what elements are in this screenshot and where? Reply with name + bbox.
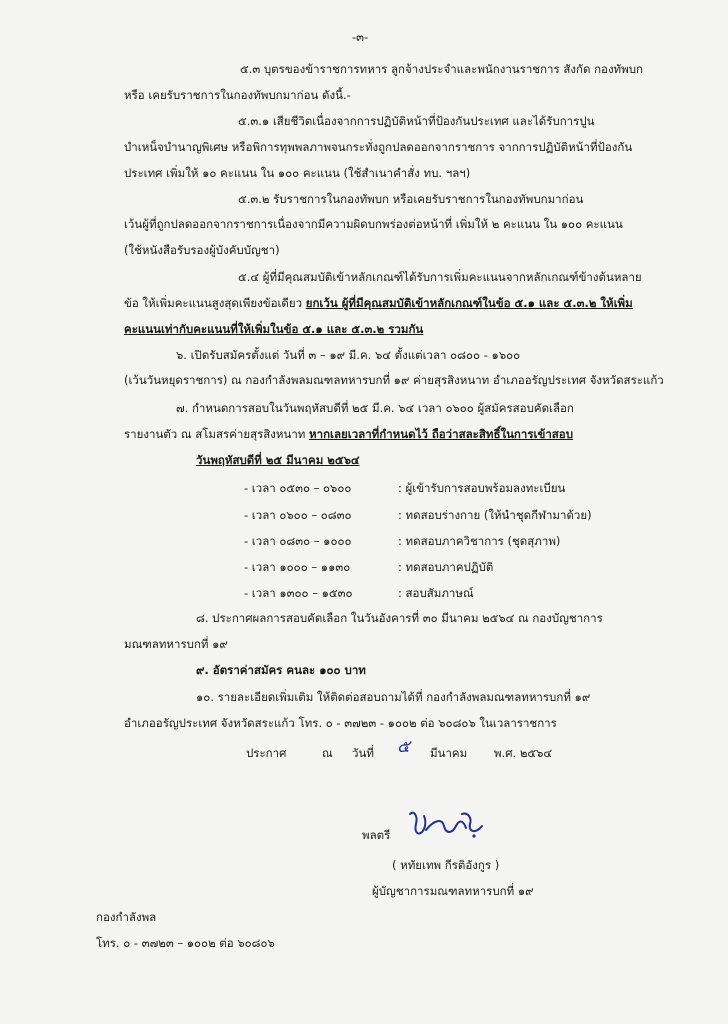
handwritten-signature	[404, 806, 494, 846]
announce-at: ณ	[322, 746, 333, 760]
section-5-3-1-line-3: ประเทศ เพิ่มให้ ๑๐ คะแนน ใน ๑๐๐ คะแนน (ใช้สำเนาคำสั่ง ทบ. ฯลฯ)	[124, 166, 471, 180]
section-7-deadline-warning: หากเลยเวลาที่กำหนดไว้ ถือว่าสละสิทธิ์ในการเข้าสอบ	[309, 427, 574, 441]
section-9-application-fee: ๙. อัตราค่าสมัคร คนละ ๑๐๐ บาท	[196, 663, 366, 677]
page-number: -๓-	[352, 30, 369, 44]
section-7-line-1: ๗. กำหนดการสอบในวันพฤหัสบดีที่ ๒๕ มี.ค. ๖๔ เวลา ๐๖๐๐ ผู้สมัครสอบคัดเลือก	[176, 401, 574, 415]
section-5-3-2-line-1: ๕.๓.๒ รับราชการในกองทัพบก หรือเคยรับราชการในกองทัพบกมาก่อน	[238, 192, 584, 206]
announce-day: ๕	[397, 737, 410, 757]
schedule-time: - เวลา ๑๓๐๐ – ๑๕๓๐	[244, 586, 353, 600]
section-5-3-2-line-2: เว้นผู้ที่ถูกปลดออกจากราชการเนื่องจากมีความผิดบกพร่องต่อหน้าที่ เพิ่มให้ ๒ คะแนน ใน ๑๐๐ คะแนน	[124, 217, 623, 231]
schedule-activity: : ผู้เข้ารับการสอบพร้อมลงทะเบียน	[398, 481, 566, 495]
footer-dept: กองกำลังพล	[96, 910, 157, 924]
section-6-line-1: ๖. เปิดรับสมัครตั้งแต่ วันที่ ๓ – ๑๙ มี.ค. ๖๔ ตั้งแต่เวลา ๐๘๐๐ - ๑๖๐๐	[176, 348, 521, 362]
section-5-3-1-line-1: ๕.๓.๑ เสียชีวิตเนื่องจากการปฏิบัติหน้าที่ป้องกันประเทศ และได้รับการปูน	[238, 114, 595, 128]
schedule-activity: : ทดสอบร่างกาย (ให้นำชุดกีฬามาด้วย)	[398, 508, 592, 522]
footer-phone: โทร. ๐ - ๓๗๒๓ – ๑๐๐๒ ต่อ ๖๐๘๐๖	[96, 936, 275, 950]
schedule-time: - เวลา ๑๐๐๐ – ๑๑๓๐	[244, 560, 351, 574]
section-5-4-line-3: คะแนนเท่ากับคะแนนที่ให้เพิ่มในข้อ ๕.๑ และ ๕.๓.๒ รวมกัน	[124, 322, 424, 336]
section-5-3-line-1: ๕.๓ บุตรของข้าราชการทหาร ลูกจ้างประจำและพนักงานราชการ สังกัด กองทัพบก	[240, 62, 643, 76]
schedule-time: - เวลา ๐๘๓๐ – ๑๐๐๐	[244, 534, 352, 548]
section-6-line-2: (เว้นวันหยุดราชการ) ณ กองกำลังพลมณฑลทหารบกที่ ๑๙ ค่ายสุรสิงหนาท อำเภออรัญประเทศ จังหวัดสระแก้ว	[124, 373, 664, 387]
announce-label: ประกาศ	[246, 746, 287, 760]
schedule-activity: : ทดสอบภาควิชาการ (ชุดสุภาพ)	[398, 534, 561, 548]
section-7-line-2	[124, 427, 573, 442]
section-5-4-line-2	[124, 296, 633, 311]
section-10-line-2: อำเภออรัญประเทศ จังหวัดสระแก้ว โทร. ๐ - ๓๗๒๓ - ๑๐๐๒ ต่อ ๖๐๘๐๖ ในเวลาราชการ	[124, 716, 557, 730]
section-8-line-2: มณฑลทหารบกที่ ๑๙	[124, 637, 228, 651]
schedule-activity: : ทดสอบภาคปฏิบัติ	[398, 560, 494, 574]
section-5-3-2-line-3: (ใช้หนังสือรับรองผู้บังคับบัญชา)	[124, 243, 280, 257]
section-10-line-1: ๑๐. รายละเอียดเพิ่มเติม ให้ติดต่อสอบถามได้ที่ กองกำลังพลมณฑลทหารบกที่ ๑๙	[196, 690, 591, 704]
section-5-3-1-line-2: บำเหน็จบำนาญพิเศษ หรือพิการทุพพลภาพจนกระทั่งถูกปลดออกจากราชการ จากการปฏิบัติหน้าที่ป้องกัน	[124, 140, 633, 154]
announce-day-label: วันที่	[352, 746, 374, 760]
signer-title: ผู้บัญชาการมณฑลทหารบกที่ ๑๙	[372, 884, 534, 898]
announce-year: พ.ศ. ๒๕๖๔	[494, 746, 553, 760]
section-5-4-exception-text: ยกเว้น ผู้ที่มีคุณสมบัติเข้าหลักเกณฑ์ในข้อ ๕.๑ และ ๕.๓.๒ ให้เพิ่ม	[305, 296, 633, 310]
section-5-4-line-1: ๕.๔ ผู้ที่มีคุณสมบัติเข้าหลักเกณฑ์ได้รับการเพิ่มคะแนนจากหลักเกณฑ์ข้างต้นหลาย	[238, 270, 642, 284]
section-5-3-line-2: หรือ เคยรับราชการในกองทัพบกมาก่อน ดังนี้.-	[124, 88, 351, 102]
schedule-time: - เวลา ๐๕๓๐ – ๐๖๐๐	[244, 481, 352, 495]
schedule-activity: : สอบสัมภาษณ์	[398, 586, 474, 600]
schedule-time: - เวลา ๐๖๐๐ – ๐๘๓๐	[244, 508, 352, 522]
section-8-line-1: ๘. ประกาศผลการสอบคัดเลือก ในวันอังคารที่ ๓๐ มีนาคม ๒๕๖๔ ณ กองบัญชาการ	[196, 611, 603, 625]
signer-name: ( หทัยเทพ กีรติอังกูร )	[392, 858, 500, 872]
section-5-4-line-2-plain: ข้อ ให้เพิ่มคะแนนสูงสุดเพียงข้อเดียว	[124, 296, 306, 310]
signer-rank: พลตรี	[362, 828, 391, 842]
section-7-line-2-plain: รายงานตัว ณ สโมสรค่ายสุรสิงหนาท	[124, 427, 310, 441]
exam-date-heading: วันพฤหัสบดีที่ ๒๕ มีนาคม ๒๕๖๔	[196, 453, 360, 467]
announce-month: มีนาคม	[430, 746, 468, 760]
